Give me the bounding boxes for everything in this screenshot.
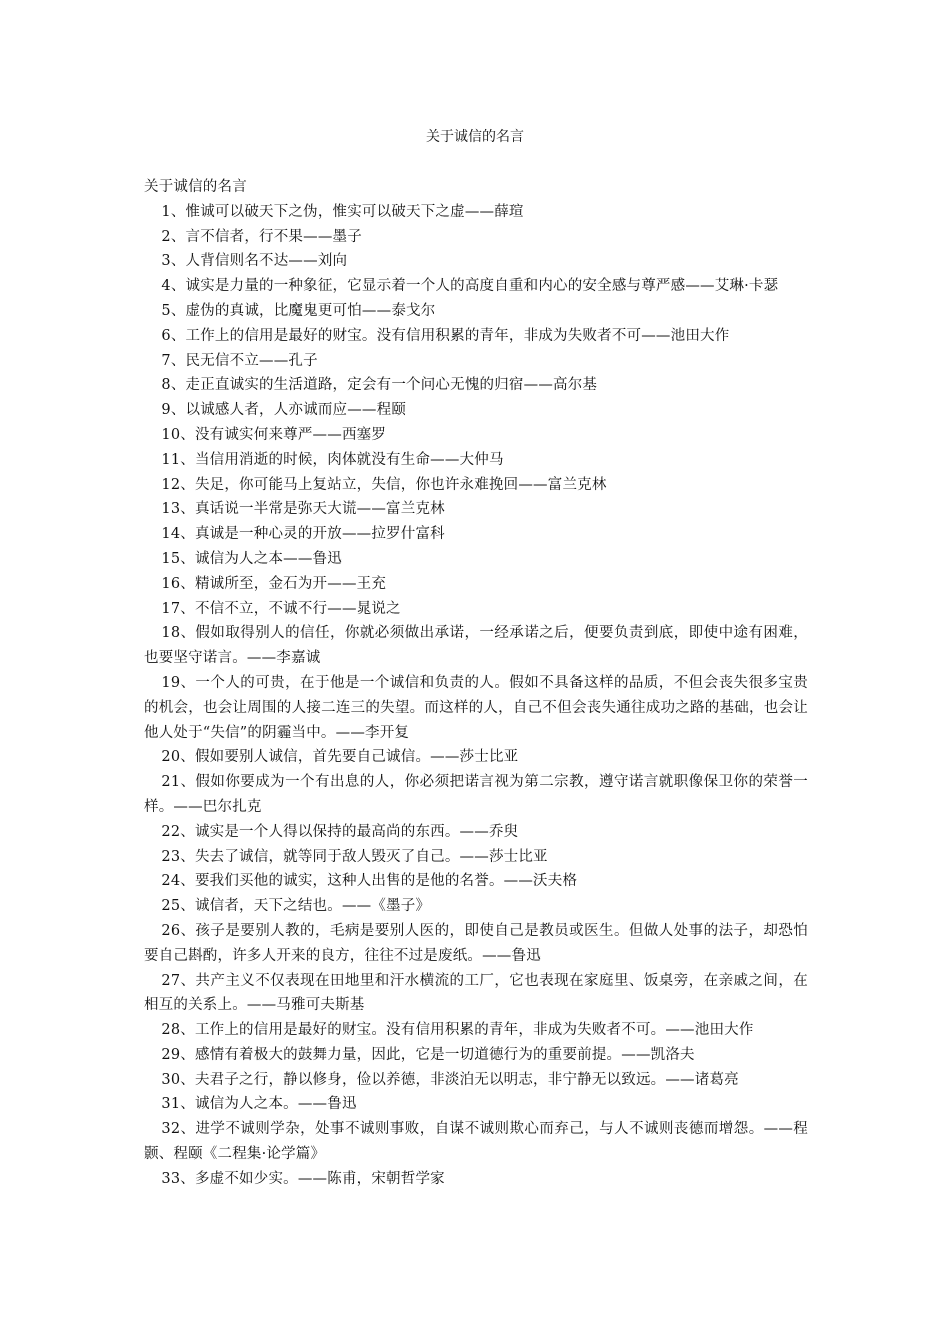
quote-item: 27、共产主义不仅表现在田地里和汗水横流的工厂，它也表现在家庭里、饭桌旁，在亲戚之间，在相互的关系上。——马雅可夫斯基	[144, 972, 808, 1014]
quote-item: 23、失去了诚信，就等同于敌人毁灭了自己。——莎士比亚	[161, 848, 548, 865]
quote-item: 9、以诚感人者，人亦诚而应——程颐	[161, 402, 407, 419]
quote-item: 29、感情有着极大的鼓舞力量，因此，它是一切道德行为的重要前提。——凯洛夫	[161, 1046, 695, 1063]
section-heading: 关于诚信的名言	[144, 179, 247, 195]
quote-item: 15、诚信为人之本——鲁迅	[161, 550, 342, 567]
quote-item: 11、当信用消逝的时候，肉体就没有生命——大仲马	[161, 451, 504, 468]
quote-item: 17、不信不立，不诚不行——晁说之	[161, 600, 401, 617]
quote-item: 1、惟诚可以破天下之伪，惟实可以破天下之虚——薛瑄	[161, 203, 524, 220]
quote-item: 7、民无信不立——孔子	[161, 352, 318, 369]
document-title: 关于诚信的名言	[426, 129, 524, 145]
quote-item: 21、假如你要成为一个有出息的人，你必须把诺言视为第二宗教，遵守诺言就职像保卫你的荣誉一样。——巴尔扎克	[144, 774, 808, 815]
quote-item: 28、工作上的信用是最好的财宝。没有信用积累的青年，非成为失败者不可。——池田大作	[161, 1022, 754, 1039]
quote-item: 20、假如要别人诚信，首先要自己诚信。——莎士比亚	[161, 749, 519, 766]
quote-item: 26、孩子是要别人教的，毛病是要别人医的，即使自己是教员或医生。但做人处事的法子，却恐怕要自己斟酌，许多人开来的良方，往往不过是废纸。——鲁迅	[144, 922, 808, 964]
quote-item: 31、诚信为人之本。——鲁迅	[161, 1096, 357, 1113]
quote-item: 4、诚实是力量的一种象征，它显示着一个人的高度自重和内心的安全感与尊严感——艾琳·卡瑟	[161, 278, 779, 295]
quote-item: 16、精诚所至，金石为开——王充	[161, 575, 387, 592]
quote-item: 13、真话说一半常是弥天大谎——富兰克林	[161, 501, 445, 518]
quote-item: 22、诚实是一个人得以保持的最高尚的东西。——乔臾	[161, 823, 519, 840]
quote-item: 24、要我们买他的诚实，这种人出售的是他的名誉。——沃夫格	[161, 873, 578, 890]
document-body	[144, 175, 808, 1192]
quote-item: 2、言不信者，行不果——墨子	[161, 228, 362, 245]
quote-item: 19、一个人的可贵，在于他是一个诚信和负责的人。假如不具备这样的品质，不但会丧失很多宝贵的机会，也会让周围的人接二连三的失望。而这样的人，自己不但会丧失通往成功之路的基础，也会让他人处于“失信”的阴霾当中。——李开复	[144, 674, 808, 741]
quote-item: 25、诚信者，天下之结也。——《墨子》	[161, 898, 431, 915]
quote-item: 30、夫君子之行，静以修身，俭以养德，非淡泊无以明志，非宁静无以致远。——诸葛亮	[161, 1071, 739, 1088]
quote-item: 10、没有诚实何来尊严——西塞罗	[161, 426, 387, 443]
quote-item: 32、进学不诚则学杂，处事不诚则事败，自谋不诚则欺心而弃己，与人不诚则丧德而增怨。——程颢、程颐《二程集·论学篇》	[144, 1121, 808, 1163]
quote-item: 12、失足，你可能马上复站立，失信，你也许永难挽回——富兰克林	[161, 476, 607, 493]
quote-item: 33、多虚不如少实。——陈甫，宋朝哲学家	[161, 1170, 445, 1187]
quote-item: 3、人背信则名不达——刘向	[161, 253, 348, 270]
quote-item: 8、走正直诚实的生活道路，定会有一个问心无愧的归宿——高尔基	[161, 377, 598, 394]
quote-item: 6、工作上的信用是最好的财宝。没有信用积累的青年，非成为失败者不可——池田大作	[161, 327, 730, 344]
quote-item: 18、假如取得别人的信任，你就必须做出承诺，一经承诺之后，便要负责到底，即使中途有困难，也要坚守诺言。——李嘉诚	[144, 625, 808, 667]
quote-item: 14、真诚是一种心灵的开放——拉罗什富科	[161, 526, 445, 543]
quote-item: 5、虚伪的真诚，比魔鬼更可怕——泰戈尔	[161, 302, 436, 319]
